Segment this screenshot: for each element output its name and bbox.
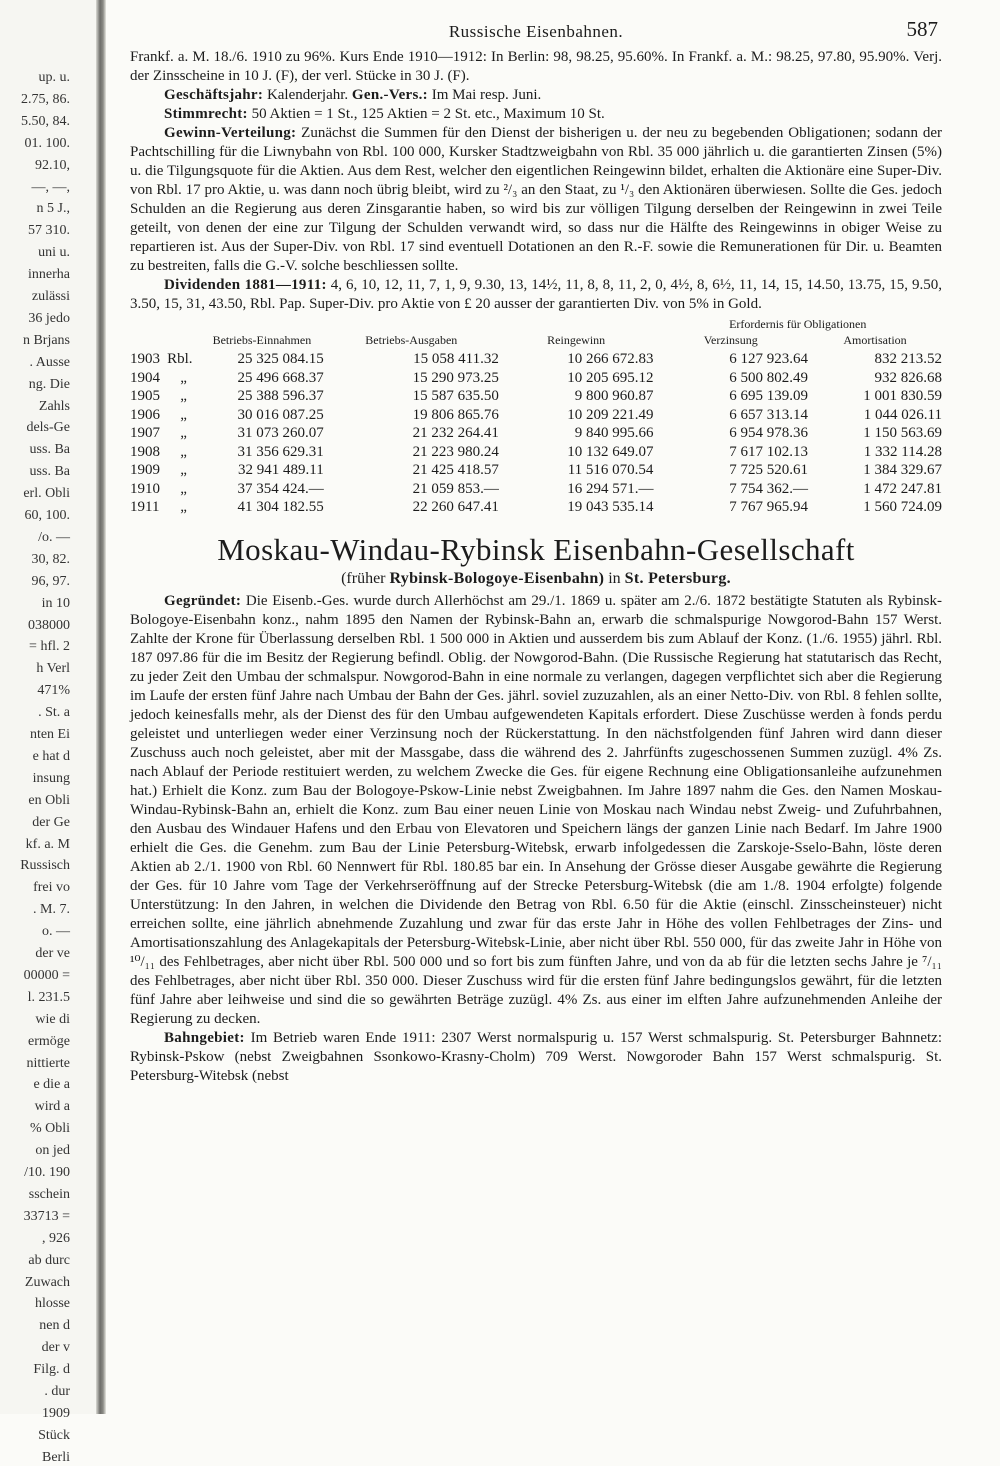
adjacent-fragment-line: der ve — [35, 946, 70, 961]
row-ausgaben: 15 587 635.50 — [412, 388, 499, 404]
adjacent-fragment-line: on jed — [35, 1143, 70, 1159]
adjacent-fragment-line: h Verl — [36, 661, 70, 677]
adjacent-fragment-line: uni u. — [38, 245, 70, 261]
adjacent-fragment-line: uss. Ba — [29, 464, 70, 480]
row-reingewinn: 10 209 221.49 — [567, 406, 654, 423]
adjacent-fragment-line: n Brjans — [22, 332, 70, 348]
row-reingewinn: 19 043 535.14 — [567, 499, 654, 515]
adjacent-fragment-line: Zuwach — [24, 1274, 70, 1290]
row-reingewinn: 9 840 995.66 — [574, 425, 654, 441]
header-verzinsung: Verzinsung — [703, 333, 758, 347]
adjacent-fragment-line: . Ausse — [29, 354, 70, 370]
adjacent-fragment-line: n 5 J., — [36, 201, 70, 217]
row-einnahmen: 25 325 084.15 — [237, 351, 324, 367]
row-ausgaben: 21 223 980.24 — [412, 443, 499, 460]
table-row — [130, 443, 942, 462]
adjacent-fragment-line: 92.10, — [35, 157, 70, 173]
adjacent-fragment-line: 471% — [37, 683, 70, 699]
row-ausgaben: 21 232 264.41 — [412, 425, 499, 441]
row-ausgaben: 15 058 411.32 — [413, 351, 499, 367]
adjacent-fragment-line: wie di — [35, 1011, 70, 1027]
adjacent-fragment-line: 33713 = — [23, 1208, 70, 1224]
adjacent-fragment-line: wird a — [34, 1099, 70, 1115]
dividenden-label: Dividenden 1881—1911: — [164, 277, 327, 293]
document-page — [130, 18, 942, 1408]
stimmrecht-line — [130, 105, 942, 124]
adjacent-fragment-line: 00000 = — [23, 967, 70, 983]
row-currency: „ — [180, 369, 187, 386]
book-gutter — [96, 0, 106, 1414]
row-verzinsung: 6 500 802.49 — [729, 369, 808, 386]
row-year: 1904 — [130, 369, 160, 386]
sub-city: St. Petersburg. — [624, 569, 731, 587]
row-verzinsung: 6 127 923.64 — [729, 351, 808, 367]
adjacent-fragment-line: 36 jedo — [28, 310, 70, 326]
adjacent-fragment-line: /o. — — [38, 529, 70, 545]
row-verzinsung: 7 754 362.— — [729, 480, 808, 497]
adjacent-fragment-line: Berli — [42, 1449, 70, 1465]
adjacent-fragment-line: Stück — [38, 1427, 70, 1443]
row-ausgaben: 21 425 418.57 — [412, 462, 499, 478]
adjacent-fragment-line: l. 231.5 — [27, 989, 70, 1005]
adjacent-fragment-line: 96, 97. — [31, 573, 70, 589]
adjacent-fragment-line: innerha — [28, 267, 70, 283]
adjacent-fragment-line: 2.75, 86. — [21, 91, 70, 107]
bahngebiet-label: Bahngebiet: — [164, 1029, 245, 1046]
gegruendet-paragraph — [130, 592, 942, 1029]
adjacent-fragment-line: insung — [32, 770, 70, 786]
adjacent-fragment-line: kf. a. M — [25, 836, 70, 852]
gewinn-verteilung-paragraph — [130, 124, 942, 276]
kurs-paragraph: Frankf. a. M. 18./6. 1910 zu 96%. Kurs Ende 1910—1912: In Berlin: 98, 98.25, 95.60%. In Frankf. a. M.: 98.25, 97.80, 95.90%. Verj. der Zinsscheine in 10 J. (F), der verl. Stücke in 30 J. (F). — [130, 49, 942, 84]
page-number: 587 — [906, 17, 938, 41]
adjacent-fragment-line: . M. 7. — [33, 902, 70, 918]
adjacent-fragment-line: frei vo — [33, 880, 70, 896]
row-ausgaben: 19 806 865.76 — [412, 406, 499, 423]
adjacent-fragment-line: . St. a — [38, 705, 70, 721]
geschaeftsjahr-value: Kalenderjahr. — [266, 87, 349, 103]
adjacent-fragment-line: 01. 100. — [24, 135, 70, 151]
adjacent-fragment-line: der Ge — [32, 814, 70, 830]
table-row — [130, 424, 942, 443]
row-einnahmen: 32 941 489.11 — [238, 462, 324, 478]
adjacent-fragment-line: ng. Die — [28, 376, 70, 392]
adjacent-fragment-line: sschein — [28, 1186, 70, 1202]
adjacent-fragment-line: ermöge — [28, 1033, 70, 1049]
adjacent-fragment-line: —, —, — [31, 179, 70, 195]
gewinn-text: Zunächst die Summen für den Dienst der bisherigen u. der neu zu begebenden Obligationen; sodann der Pachtschilling für die Liwnybahn von Rbl. 100 000, Kursker Stadtzweigbahn von Rbl. 35 000 jährlich u. die garantierten Zinsen (5%) u. die Tilgungsquote für die Aktien. Aus dem Rest, welcher den eigentlichen Reingewinn bildet, erhalten die Aktionäre eine Super-Div. von Rbl. 17 pro Aktie, u. was dann noch übrig bleibt, wird zu ²/₃ an den Staat, zu ¹/₃ den Aktionären überwiesen. Sollte die Ges. jedoch Schulden an die Regierung aus deren Zinsgarantie haben, so wird bis zur völligen Tilgung derselben der Reingewinn in zwei Teile geteilt, von denen der eine zur Tilgung der Schulden verwandt wird, so dass nur die Hälfte des Reingewinns in obiger Weise zu repartieren ist. Aus der Super-Div. von Rbl. 17 sind eventuell Dotationen an den R.-F. sowie die Remunerationen für Dir. u. Beamten zu bestreiten, falls die G.-V. solche beschliessen sollte. — [130, 125, 943, 274]
row-currency: „ — [180, 406, 187, 423]
row-einnahmen: 31 073 260.07 — [237, 425, 324, 441]
row-einnahmen: 30 016 087.25 — [237, 406, 324, 423]
row-ausgaben: 15 290 973.25 — [412, 369, 499, 386]
adjacent-fragment-line: o. — — [42, 924, 70, 940]
row-reingewinn: 9 800 960.87 — [574, 388, 654, 404]
table-row — [130, 387, 942, 406]
adjacent-fragment-line: nten Ei — [29, 727, 70, 742]
header-betriebs-einnahmen: Betriebs-Einnahmen — [212, 333, 312, 347]
adjacent-fragment-line: . dur — [44, 1384, 70, 1399]
header-reingewinn: Reingewinn — [547, 333, 606, 347]
row-amortisation: 1 560 724.09 — [863, 499, 942, 515]
table-header-row — [130, 318, 942, 334]
adjacent-fragment-line: zulässi — [31, 289, 70, 304]
running-header — [130, 18, 942, 48]
row-year: 1909 — [130, 462, 160, 478]
row-verzinsung: 6 695 139.09 — [729, 388, 808, 404]
row-reingewinn: 10 132 649.07 — [567, 443, 654, 460]
row-verzinsung: 7 767 965.94 — [729, 499, 808, 515]
row-amortisation: 1 150 563.69 — [863, 425, 942, 441]
adjacent-fragment-line: erl. Obli — [23, 486, 70, 502]
bahngebiet-paragraph — [130, 1029, 942, 1086]
row-amortisation: 832 213.52 — [874, 351, 942, 367]
table-row — [130, 369, 942, 388]
row-currency: „ — [180, 499, 187, 515]
adjacent-fragment-line: en Obli — [28, 792, 70, 808]
sub-former-name: Rybinsk-Bologoye-Eisenbahn) — [389, 569, 605, 587]
row-amortisation: 1 332 114.28 — [863, 443, 942, 460]
row-einnahmen: 25 496 668.37 — [237, 369, 324, 386]
geschaeftsjahr-label: Geschäftsjahr: — [164, 87, 264, 103]
row-verzinsung: 7 617 102.13 — [729, 443, 808, 460]
row-amortisation: 1 044 026.11 — [863, 406, 942, 423]
stimmrecht-value: 50 Aktien = 1 St., 125 Aktien = 2 St. etc., Maximum 10 St. — [251, 106, 605, 122]
row-amortisation: 1 384 329.67 — [863, 462, 942, 478]
row-year: 1907 — [130, 425, 160, 441]
row-einnahmen: 37 354 424.— — [237, 480, 324, 497]
row-einnahmen: 41 304 182.55 — [237, 499, 324, 515]
row-verzinsung: 7 725 520.61 — [729, 462, 808, 478]
sub-in: in — [608, 569, 621, 587]
adjacent-fragment-line: 60, 100. — [24, 508, 70, 523]
company-title: Moskau-Windau-Rybinsk Eisenbahn-Gesellschaft — [217, 531, 855, 567]
row-year: 1905 — [130, 388, 160, 404]
row-ausgaben: 22 260 647.41 — [412, 499, 499, 515]
adjacent-fragment-line: 5.50, 84. — [21, 113, 70, 129]
table-row — [130, 498, 942, 517]
row-year: 1906 — [130, 406, 160, 423]
adjacent-fragment-line: = hfl. 2 — [29, 639, 70, 655]
gewinn-label: Gewinn-Verteilung: — [164, 125, 297, 141]
stimmrecht-label: Stimmrecht: — [164, 106, 248, 122]
adjacent-fragment-line: Zahls — [38, 398, 70, 414]
row-currency: „ — [180, 462, 187, 478]
adjacent-fragment-line: 57 310. — [28, 223, 70, 239]
header-amortisation: Amortisation — [843, 333, 907, 347]
row-currency: „ — [180, 443, 187, 460]
dividenden-paragraph — [130, 276, 942, 314]
adjacent-fragment-line: 038000 — [28, 617, 70, 633]
table-row — [130, 461, 942, 480]
header-erfordernis: Erfordernis für Obligationen — [729, 317, 867, 331]
row-currency: „ — [180, 480, 187, 497]
row-reingewinn: 11 516 070.54 — [567, 462, 654, 478]
adjacent-fragment-line: /10. 190 — [24, 1165, 70, 1180]
adjacent-fragment-line: 1909 — [42, 1405, 70, 1421]
adjacent-fragment-line: in 10 — [41, 595, 70, 611]
row-amortisation: 932 826.68 — [874, 369, 942, 386]
adjacent-fragment-line: up. u. — [38, 70, 70, 85]
row-einnahmen: 25 388 596.37 — [237, 388, 324, 404]
row-year: 1908 — [130, 443, 160, 460]
row-reingewinn: 16 294 571.— — [567, 480, 654, 497]
adjacent-fragment-line: dels-Ge — [26, 420, 70, 436]
adjacent-fragment-line: % Obli — [29, 1121, 70, 1137]
row-currency: „ — [180, 425, 187, 441]
adjacent-fragment-line: e die a — [33, 1077, 70, 1093]
adjacent-page-fragment — [0, 0, 96, 1465]
adjacent-fragment-line: Russisch — [20, 858, 70, 874]
row-reingewinn: 10 266 672.83 — [567, 351, 654, 367]
sub-prefix: (früher — [341, 569, 386, 587]
adjacent-fragment-line: e hat d — [32, 748, 70, 764]
genvers-value: Im Mai resp. Juni. — [431, 87, 542, 103]
row-year: 1903 — [130, 351, 160, 367]
adjacent-fragment-line: hlosse — [35, 1296, 70, 1312]
gegruendet-label: Gegründet: — [164, 592, 242, 609]
table-row — [130, 480, 942, 499]
row-verzinsung: 6 657 313.14 — [729, 406, 808, 423]
row-ausgaben: 21 059 853.— — [412, 480, 499, 497]
row-currency: Rbl. — [167, 351, 193, 367]
financial-table — [130, 318, 942, 517]
gegruendet-text: Die Eisenb.-Ges. wurde durch Allerhöchst am 29./1. 1869 u. später am 2./6. 1872 bestätigte Statuten als Rybinsk-Bologoye-Eisenbahn konz., nahm 1895 den Namen der Rybinsk-Bahn an, erwarb die schmalspurige Nowgorod-Bahn 157 Werst. Zahlte der Krone für Überlassung derselben Rbl. 1 500 000 in Aktien und ausserdem bis zum Ablauf der Konz. (1./6. 1955) jährl. Rbl. 187 097.86 für die im Besitz der Regierung befindl. Oblig. der Nowgorod-Bahn. (Die Russische Regierung hat statutarisch das Recht, zu jeder Zeit den Umbau der schmalspur. Nowgorod-Bahn in eine normale zu verlangen, dagegen verpflichtet sich aber die Regierung im Laufe der ersten fünf Jahre nach Umbau der Bahn der Ges. jährl. soviel zuzuzahlen, als an einer Netto-Div. von Rbl. 8 fehlen sollte, jedoch keinesfalls mehr, als der Dienst des für den Umbau aufgewendeten Kapitals erfordert. Diese Zuschüsse werden à fonds perdu geleistet und unterliegen weder einer Verzinsung noch der Rückerstattung. In den nächstfolgenden fünf Jahren wird dann dieser Zuschuss auch noch geleistet, aber mit der Massgabe, dass die während des 2. Jahrfünfts zugeschossenen Summen zuzügl. 4% Zs. nach Ablauf der Periode restituiert werden, zu welchem Zwecke die Ges. für eigene Rechnung eine Obligationsanleihe aufzunehmen hat.) Erhielt die Konz. zum Bau der Bologoye-Pskow-Linie nebst Zweigbahnen. Im Jahre 1897 nahm die Ges. den Namen Moskau-Windau-Rybinsk-Bahn an, erhielt die Konz. zum Bau einer neuen Linie von Moskau nach Windau nebst Zweig- und Zufuhrbahnen, den Ausbau des Windauer Hafens und den Erbau von Elevatoren und Speichern längs der ganzen Linie nach Bedarf. Im Jahre 1900 erhielt die Ges. die Genehm. zum Bau der Linie Petersburg-Witebsk, erwarb infolgedessen die Zarskoje-Sselo-Bahn, löste deren Aktien ab 2./1. 1900 von Rbl. 60 Nennwert für Rbl. 180.85 bar ein. In Ansehung der Grösse dieser Ausgabe gewährte die Regierung der Ges. für 10 Jahre vom Tage der Verkehrseröffnung auf der Strecke Petersburg-Witebsk (die am 1./8. 1904 erfolgte) folgende Unterstützung: In den Jahren, in welchen die Dividende den Betrag von Rbl. 6.50 für die Aktie (einschl. Zinsscheinsteuer) nicht erreichen sollte, eine jährlich abnehmende Zuzahlung und zwar für das erste Jahr in Höhe des vollen Fehlbetrages der Zins- und Amortisationszahlung des Anlagekapitals der Petersburg-Witebsk-Linie, aber nicht über Rbl. 550 000, für das zweite Jahr in Höhe von ¹⁰/₁₁ des Fehlbetrages, aber nicht über Rbl. 500 000 und so fort bis zum fünften Jahre, und von da ab für die letzten sechs Jahre je ⁷/₁₁ des Fehlbetrages, aber nicht über Rbl. 350 000. Dieser Zuschuss wird für die ersten fünf Jahre bedingungslos gewährt, für die letzten fünf Jahre aber leihweise und sind die so gewährten Beträge zuzügl. 4% Zs. aus einer im elften Jahre aufzunehmenden Anleihe der Regierung zu decken. — [130, 592, 943, 1027]
header-betriebs-ausgaben: Betriebs-Ausgaben — [365, 333, 458, 347]
adjacent-fragment-line: 30, 82. — [31, 551, 70, 567]
adjacent-fragment-line: , 926 — [42, 1230, 70, 1246]
table-row — [130, 350, 942, 369]
adjacent-fragment-line: nittierte — [26, 1055, 70, 1071]
adjacent-fragment-line: Filg. d — [33, 1362, 70, 1378]
adjacent-fragment-line: ab durc — [28, 1252, 70, 1268]
table-row — [130, 406, 942, 425]
geschaeftsjahr-line — [130, 86, 942, 105]
row-verzinsung: 6 954 978.36 — [729, 425, 808, 441]
bahngebiet-text: Im Betrieb waren Ende 1911: 2307 Werst normalspurig u. 157 Werst schmalspurig. St. Petersburger Bahnnetz: Rybinsk-Pskow (nebst Zweigbahnen Ssonkowo-Krasny-Cholm) 709 Werst. Nowgoroder Bahn 157 Werst schmalspurig. St. Petersburg-Witebsk (nebst — [130, 1029, 942, 1084]
row-reingewinn: 10 205 695.12 — [567, 369, 654, 386]
row-amortisation: 1 472 247.81 — [863, 480, 942, 497]
row-amortisation: 1 001 830.59 — [863, 388, 942, 404]
running-title: Russische Eisenbahnen. — [448, 22, 624, 41]
company-subtitle — [130, 569, 942, 588]
adjacent-fragment-line: der v — [41, 1340, 70, 1356]
adjacent-fragment-line: nen d — [39, 1318, 70, 1334]
row-year: 1911 — [130, 499, 160, 515]
dividenden-text: 4, 6, 10, 12, 11, 7, 1, 9, 9.30, 13, 14½, 11, 8, 8, 11, 2, 0, 4½, 8, 6½, 11, 14, 15, 14.50, 13.75, 15, 9.50, 3.50, 15, 31, 43.50, Rbl. Pap. Super-Div. pro Aktie von £ 20 ausser der garantierten Div. von 5% in Gold. — [130, 277, 943, 312]
row-year: 1910 — [130, 480, 160, 497]
row-einnahmen: 31 356 629.31 — [237, 443, 324, 460]
genvers-label: Gen.-Vers.: — [351, 87, 428, 103]
row-currency: „ — [180, 388, 187, 404]
adjacent-fragment-line: uss. Ba — [29, 442, 70, 458]
